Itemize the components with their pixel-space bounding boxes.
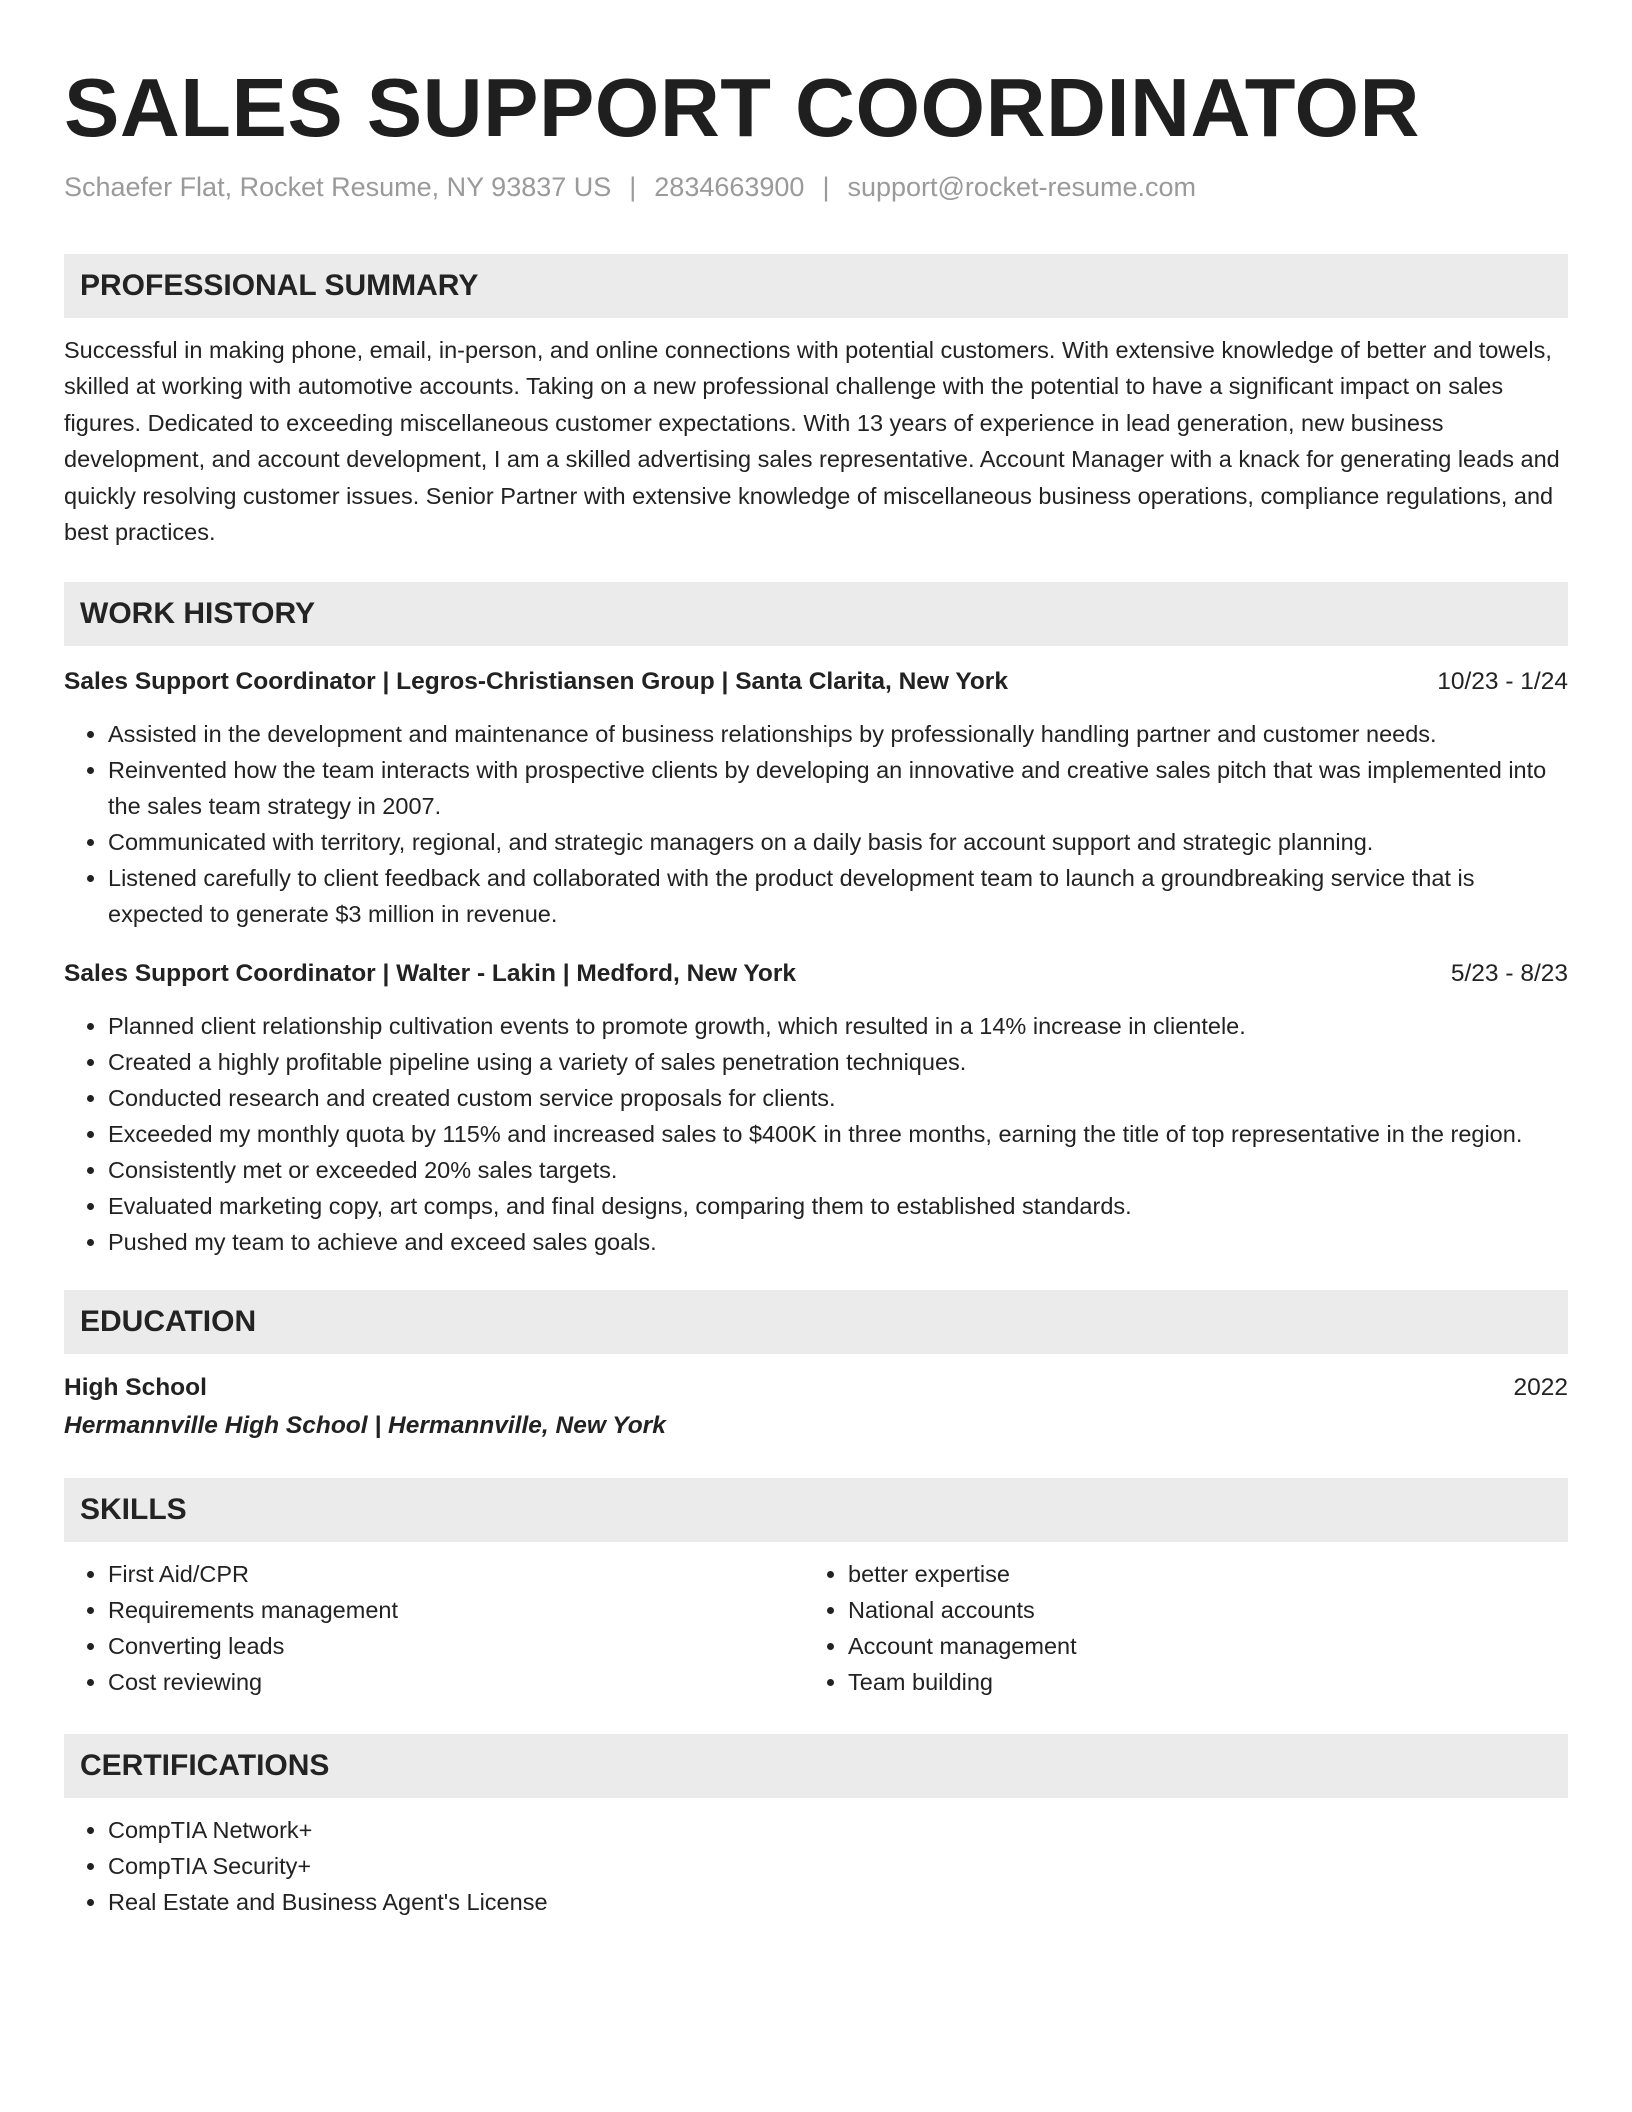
skill-item: • better expertise	[848, 1556, 1544, 1592]
job-bullet: • Evaluated marketing copy, art comps, and final designs, comparing them to established standards.	[108, 1188, 1568, 1224]
skills-heading: SKILLS	[80, 1493, 187, 1527]
job-bullet: • Created a highly profitable pipeline using a variety of sales penetration techniques.	[108, 1044, 1568, 1080]
job-title: Sales Support Coordinator | Legros-Christiansen Group | Santa Clarita, New York	[64, 668, 1008, 696]
skill-item: • Account management	[848, 1628, 1544, 1664]
summary-text: Successful in making phone, email, in-person, and online connections with potential customers. With extensive knowledge of better and towels, skilled at working with automotive accounts. Taking on a new professional challenge with the potential to have a significant impact on sales figures. Dedicated to exceeding miscellaneous customer expectations. With 13 years of experience in lead generation, new business development, and account development, I am a skilled advertising sales representative. Account Manager with a knack for generating leads and quickly resolving customer issues. Senior Partner with extensive knowledge of miscellaneous business operations, compliance regulations, and best practices.	[64, 337, 1560, 546]
skill-item: • Team building	[848, 1664, 1544, 1700]
skills-section-header	[64, 1478, 1568, 1542]
skills-column-left	[64, 1556, 804, 1700]
job-bullets	[64, 1008, 1568, 1260]
job-bullet: • Listened carefully to client feedback and collaborated with the product development team to launch a groundbreaking service that is expected to generate $3 million in revenue.	[108, 860, 1568, 932]
job-header	[64, 664, 1568, 700]
education-school: Hermannville High School | Hermannville, New York	[64, 1412, 666, 1440]
job-dates: 10/23 - 1/24	[1437, 668, 1568, 696]
certifications-heading: CERTIFICATIONS	[80, 1749, 330, 1783]
job-entry	[64, 664, 1568, 932]
job-entry	[64, 956, 1568, 1260]
job-dates: 5/23 - 8/23	[1450, 960, 1568, 988]
contact-address: Schaefer Flat, Rocket Resume, NY 93837 US	[64, 172, 612, 202]
job-bullet: • Pushed my team to achieve and exceed sales goals.	[108, 1224, 1568, 1260]
job-bullets	[64, 716, 1568, 932]
resume-name: SALES SUPPORT COORDINATOR	[64, 61, 1420, 154]
job-title: Sales Support Coordinator | Walter - Lakin | Medford, New York	[64, 960, 797, 988]
certifications-section-header	[64, 1734, 1568, 1798]
education-year: 2022	[1513, 1374, 1568, 1402]
contact-separator: |	[629, 172, 637, 202]
certification-item: • CompTIA Security+	[108, 1848, 1568, 1884]
education-section-header	[64, 1290, 1568, 1354]
skill-item: • Cost reviewing	[108, 1664, 804, 1700]
work-section-header	[64, 582, 1568, 646]
job-bullet: • Assisted in the development and maintenance of business relationships by professionally handling partner and customer needs.	[108, 716, 1568, 752]
contact-phone: 2834663900	[654, 172, 805, 202]
job-bullet: • Reinvented how the team interacts with prospective clients by developing an innovative and creative sales pitch that was implemented into the sales team strategy in 2007.	[108, 752, 1568, 824]
education-header	[64, 1370, 1568, 1406]
job-bullet: • Conducted research and created custom service proposals for clients.	[108, 1080, 1568, 1116]
summary-heading: PROFESSIONAL SUMMARY	[80, 269, 479, 302]
job-header	[64, 956, 1568, 992]
education-entry	[64, 1370, 1568, 1446]
contact-email: support@rocket-resume.com	[847, 172, 1196, 202]
certification-item: • CompTIA Network+	[108, 1812, 1568, 1848]
skills-list	[64, 1556, 1568, 1700]
contact-line	[64, 170, 1568, 204]
skill-item: • National accounts	[848, 1592, 1544, 1628]
certifications-items	[64, 1812, 1568, 1920]
job-bullet: • Planned client relationship cultivation events to promote growth, which resulted in a 14% increase in clientele.	[108, 1008, 1568, 1044]
job-bullet: • Communicated with territory, regional, and strategic managers on a daily basis for account support and strategic planning.	[108, 824, 1568, 860]
skill-item: • Requirements management	[108, 1592, 804, 1628]
job-bullet: • Consistently met or exceeded 20% sales targets.	[108, 1152, 1568, 1188]
education-degree: High School	[64, 1374, 207, 1402]
summary-section-header	[64, 254, 1568, 318]
skills-column-right	[804, 1556, 1544, 1700]
education-heading: EDUCATION	[80, 1305, 257, 1339]
skill-item: • First Aid/CPR	[108, 1556, 804, 1592]
work-heading: WORK HISTORY	[80, 597, 316, 631]
job-bullet: • Exceeded my monthly quota by 115% and increased sales to $400K in three months, earning the title of top representative in the region.	[108, 1116, 1568, 1152]
contact-separator: |	[822, 172, 830, 202]
certifications-list	[64, 1812, 1568, 1920]
skill-item: • Converting leads	[108, 1628, 804, 1664]
certification-item: • Real Estate and Business Agent's License	[108, 1884, 1568, 1920]
